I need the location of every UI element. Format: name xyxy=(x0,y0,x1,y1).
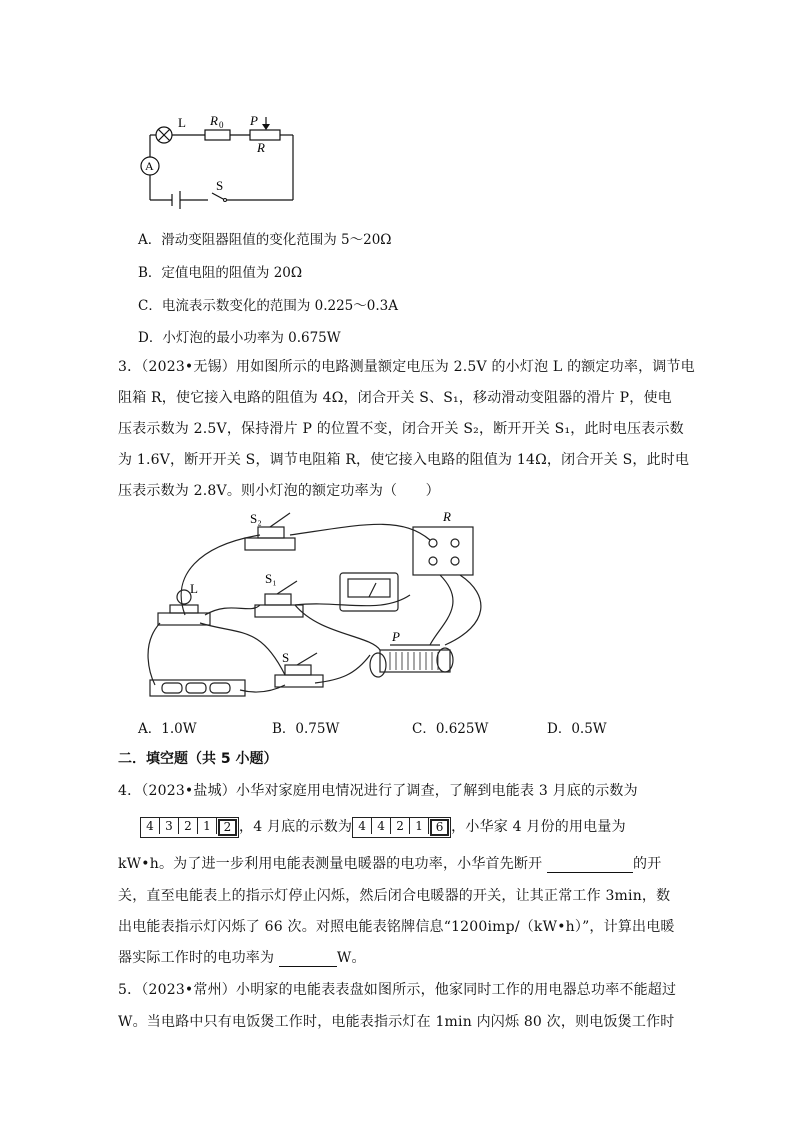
q5-line-2: W。当电路中只有电饭煲工作时，电能表指示灯在 1min 内闪烁 80 次，则电饭煲工作时 xyxy=(118,1014,675,1030)
switch-s-label: S xyxy=(216,178,224,193)
q3-line-4: 为 1.6V，断开开关 S，调节电阻箱 R，使它接入电路的阻值为 14Ω，闭合开关 S，此时电 xyxy=(118,452,690,468)
section-2-heading: 二．填空题（共 5 小题） xyxy=(118,751,278,767)
answer-blank-2[interactable] xyxy=(279,952,337,967)
fig-p-label: P xyxy=(392,629,400,644)
q3-line-1: 3．（2023•无锡）用如图所示的电路测量额定电压为 2.5V 的小灯泡 L 的额定功率，调节电 xyxy=(118,359,695,375)
q4-line-2: 4 3 2 1 2 ，4 月底的示数为 4 4 2 1 6 ，小华家 4 月份的用电量为 xyxy=(140,816,626,838)
q3-line-3: 压表示数为 2.5V，保持滑片 P 的位置不变，闭合开关 S₂，断开开关 S₁，此时电压表示数 xyxy=(118,421,684,437)
q2-option-c: C．电流表示数变化的范围为 0.225～0.3A xyxy=(138,298,398,314)
rheostat-r-label: R xyxy=(257,140,265,155)
q3-option-c: C．0.625W xyxy=(412,721,489,737)
q2-option-d: D．小灯泡的最小功率为 0.675W xyxy=(138,330,341,346)
meter-reading-april: 4 4 2 1 6 xyxy=(352,817,451,838)
q2-option-a: A．滑动变阻器阻值的变化范围为 5～20Ω xyxy=(138,232,392,248)
lamp-label: L xyxy=(178,115,186,130)
circuit-diagram-1 xyxy=(130,105,305,215)
fig-s2-label: S₂ xyxy=(250,511,262,526)
answer-blank-1[interactable] xyxy=(547,858,633,873)
r0-subscript: 0 xyxy=(219,120,224,130)
q4-line-3: kW•h。为了进一步利用电能表测量电暖器的电功率，小华首先断开 的开 xyxy=(118,856,662,872)
fig-lamp-label: L xyxy=(190,581,198,596)
fig-s-label: S xyxy=(282,650,290,665)
meter-reading-march: 4 3 2 1 2 xyxy=(140,817,239,838)
q5-line-1: 5．（2023•常州）小明家的电能表表盘如图所示，他家同时工作的用电器总功率不能超过 xyxy=(118,982,677,998)
q2-option-b: B．定值电阻的阻值为 20Ω xyxy=(138,265,303,281)
q3-option-d: D．0.5W xyxy=(547,721,607,737)
q3-line-2: 阻箱 R，使它接入电路的阻值为 4Ω，闭合开关 S、S₁，移动滑动变阻器的滑片 P，使电 xyxy=(118,390,672,406)
q3-circuit-figure xyxy=(140,505,500,705)
q4-line-5: 出电能表指示灯闪烁了 66 次。对照电能表铭牌信息“1200imp/（kW•h）”，计算出电暖 xyxy=(118,919,675,935)
ammeter-label: A xyxy=(145,159,154,173)
fig-r-label: R xyxy=(443,509,451,524)
fig-s1-label: S₁ xyxy=(265,571,277,586)
slider-p-label: P xyxy=(250,113,258,128)
q3-option-b: B．0.75W xyxy=(272,721,340,737)
q3-option-a: A．1.0W xyxy=(138,721,197,737)
q4-line-1: 4．（2023•盐城）小华对家庭用电情况进行了调查，了解到电能表 3 月底的示数为 xyxy=(118,783,638,799)
r0-label: R xyxy=(210,113,218,128)
q4-line-4: 关，直至电能表上的指示灯停止闪烁，然后闭合电暖器的开关，让其正常工作 3min，数 xyxy=(118,888,671,904)
q4-line-6: 器实际工作时的电功率为 W。 xyxy=(118,950,366,966)
q3-line-5: 压表示数为 2.8V。则小灯泡的额定功率为（ ） xyxy=(118,483,440,499)
